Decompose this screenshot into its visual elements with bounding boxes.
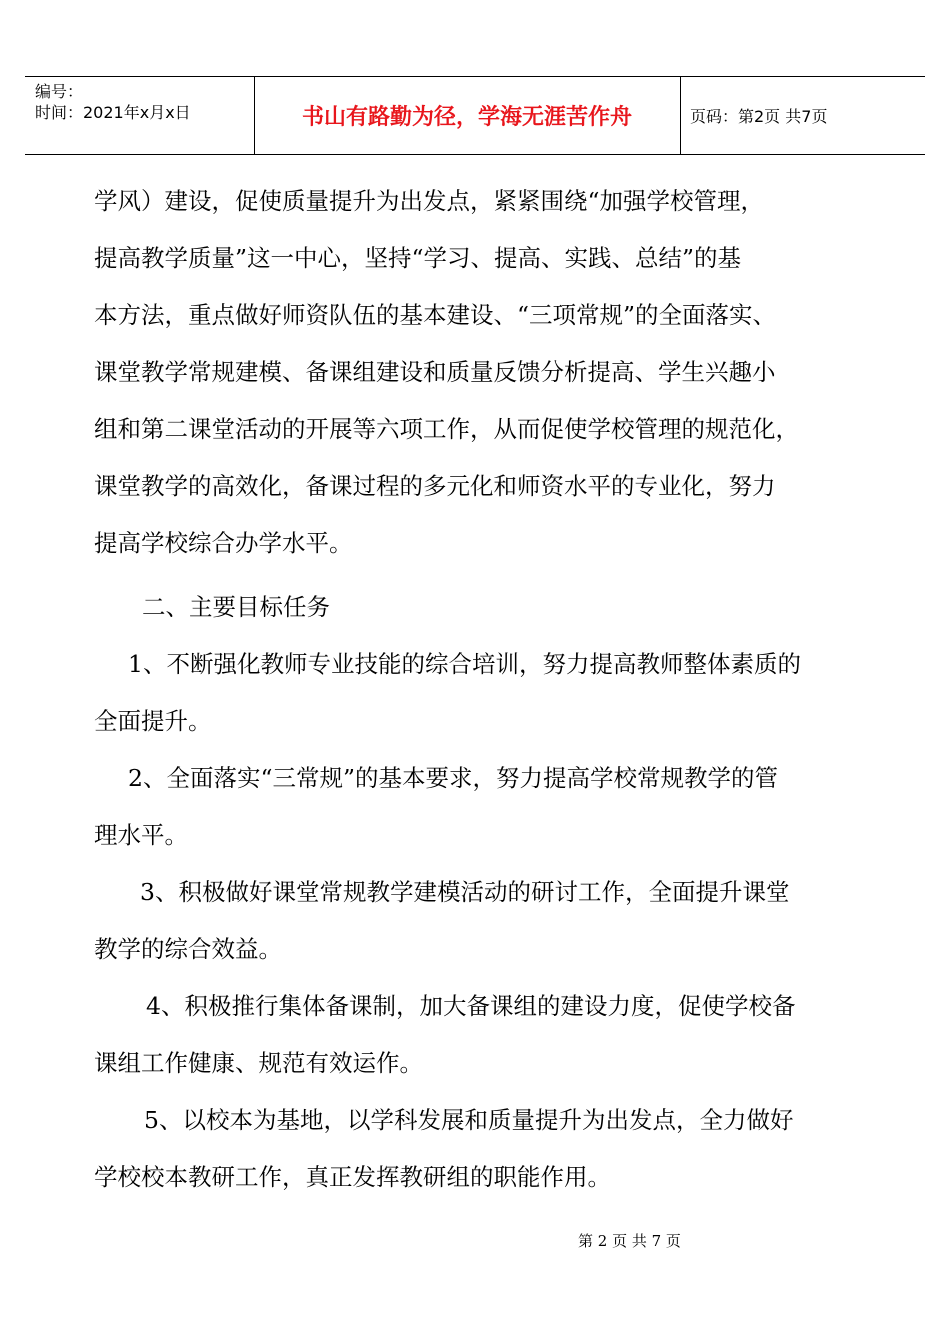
page-header (25, 76, 925, 155)
body-line: 4、积极推行集体备课制，加大备课组的建设力度，促使学校备 (146, 992, 796, 1020)
body-line: 学风）建设，促使质量提升为出发点，紧紧围绕“加强学校管理， (94, 187, 765, 215)
date-label: 时间：2021年x月x日 (35, 103, 191, 122)
body-line: 提高教学质量”这一中心，坚持“学习、提高、实践、总结”的基 (94, 244, 742, 272)
footer-page-number: 第 2 页 共 7 页 (578, 1232, 681, 1250)
header-motto: 书山有路勤为径，学海无涯苦作舟 (254, 77, 681, 154)
body-line: 1、不断强化教师专业技能的综合培训，努力提高教师整体素质的 (128, 650, 801, 678)
body-line: 课堂教学的高效化，备课过程的多元化和师资水平的专业化，努力 (94, 472, 776, 500)
body-line: 2、全面落实“三常规”的基本要求，努力提高学校常规教学的管 (128, 764, 778, 792)
body-line: 提高学校综合办学水平。 (94, 529, 353, 557)
header-meta-cell (25, 77, 255, 154)
header-page-label: 页码：第2页 共7页 (690, 107, 828, 126)
body-line: 5、以校本为基地，以学科发展和质量提升为出发点，全力做好 (144, 1106, 794, 1134)
body-line: 理水平。 (94, 821, 188, 849)
body-line: 课堂教学常规建模、备课组建设和质量反馈分析提高、学生兴趣小 (94, 358, 776, 386)
section-heading: 二、主要目标任务 (142, 593, 330, 621)
body-line: 课组工作健康、规范有效运作。 (94, 1049, 423, 1077)
body-line: 组和第二课堂活动的开展等六项工作，从而促使学校管理的规范化， (94, 415, 799, 443)
doc-number-label: 编号： (35, 82, 84, 101)
body-line: 学校校本教研工作，真正发挥教研组的职能作用。 (94, 1163, 611, 1191)
body-line: 全面提升。 (94, 707, 212, 735)
body-line: 本方法，重点做好师资队伍的基本建设、“三项常规”的全面落实、 (94, 301, 777, 329)
body-line: 教学的综合效益。 (94, 935, 282, 963)
body-line: 3、积极做好课堂常规教学建模活动的研讨工作，全面提升课堂 (140, 878, 790, 906)
